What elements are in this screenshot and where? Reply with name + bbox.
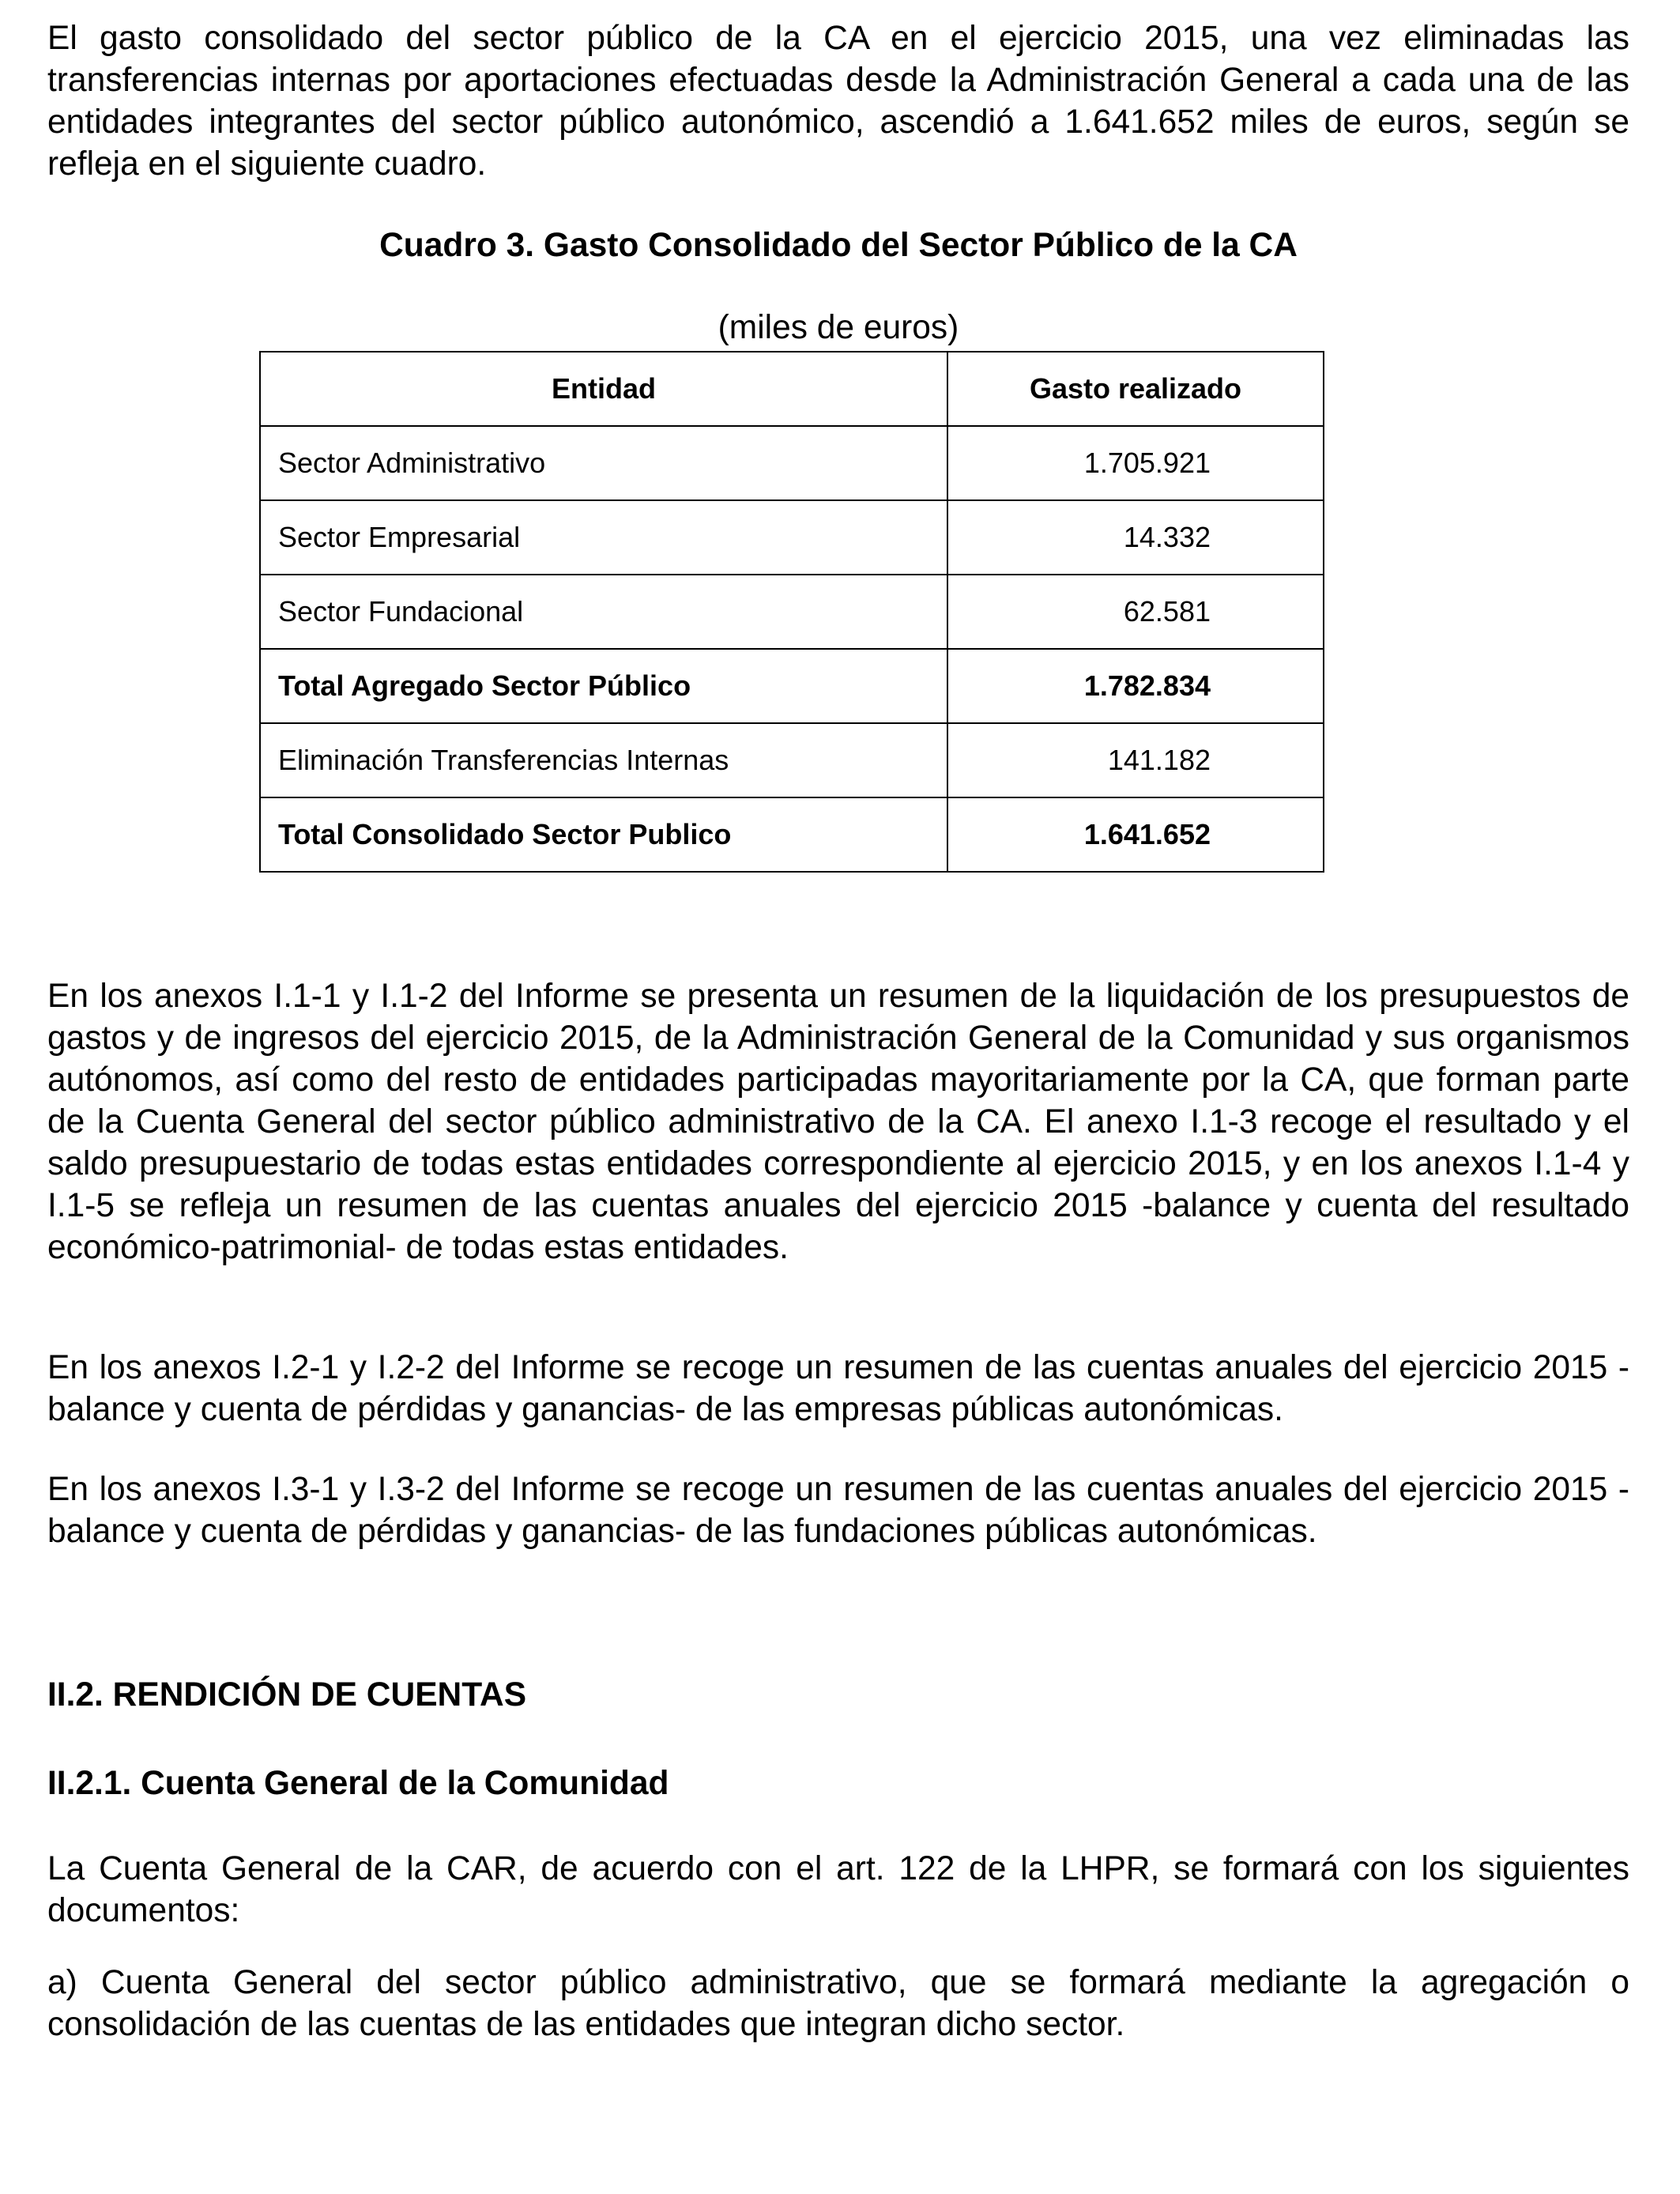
subsection-heading: II.2.1. Cuenta General de la Comunidad [47,1765,669,1802]
intro-paragraph: El gasto consolidado del sector público de la CA en el ejercicio 2015, una vez eliminadas las transferencias internas por aportaciones efectuadas desde la Administración General a cada una de las entidades integrantes del sector público autonómico, ascendió a 1.641.652 miles de euros, según se refleja en el siguiente cuadro. [47,20,1629,183]
row-entity: Sector Administrativo [260,426,947,500]
table-row [260,575,1324,649]
row-value: 14.332 [947,500,1324,575]
annexes-paragraph-3: En los anexos I.3-1 y I.3-2 del Informe se recoge un resumen de las cuentas anuales del ejercicio 2015 -balance y cuenta de pérdidas y ganancias- de las fundaciones públicas autonómicas. [47,1471,1629,1550]
row-entity: Total Consolidado Sector Publico [260,797,947,872]
column-header-value: Gasto realizado [947,352,1324,426]
table-row-total-consolidated [260,797,1324,872]
list-item-a: a) Cuenta General del sector público administrativo, que se formará mediante la agregación o consolidación de las cuentas de las entidades que integran dicho sector. [47,1964,1629,2043]
table-row [260,500,1324,575]
row-value: 1.705.921 [947,426,1324,500]
table-row [260,723,1324,797]
table-row-total-aggregate [260,649,1324,723]
expenditure-table [259,351,1324,873]
row-value: 1.641.652 [947,797,1324,872]
column-header-entity: Entidad [260,352,947,426]
annexes-paragraph-1: En los anexos I.1-1 y I.1-2 del Informe se presenta un resumen de la liquidación de los presupuestos de gastos y de ingresos del ejercicio 2015, de la Administración General de la Comunidad y sus organismos autónomos, así como del resto de entidades participadas mayoritariamente por la CA, que forman parte de la Cuenta General del sector público administrativo de la CA. El anexo I.1-3 recoge el resultado y el saldo presupuestario de todas estas entidades correspondiente al ejercicio 2015, y en los anexos I.1-4 y I.1-5 se refleja un resumen de las cuentas anuales del ejercicio 2015 -balance y cuenta del resultado económico-patrimonial- de todas estas entidades. [47,978,1629,1266]
row-value: 1.782.834 [947,649,1324,723]
table-caption: Cuadro 3. Gasto Consolidado del Sector Público de la CA [379,227,1298,264]
table-row [260,426,1324,500]
table-header-row [260,352,1324,426]
row-entity: Total Agregado Sector Público [260,649,947,723]
row-value: 141.182 [947,723,1324,797]
row-entity: Eliminación Transferencias Internas [260,723,947,797]
row-entity: Sector Empresarial [260,500,947,575]
table-unit: (miles de euros) [718,309,959,346]
annexes-paragraph-2: En los anexos I.2-1 y I.2-2 del Informe se recoge un resumen de las cuentas anuales del ejercicio 2015 -balance y cuenta de pérdidas y ganancias- de las empresas públicas autonómicas. [47,1349,1629,1428]
row-entity: Sector Fundacional [260,575,947,649]
section-heading: II.2. RENDICIÓN DE CUENTAS [47,1676,527,1713]
cuenta-general-paragraph: La Cuenta General de la CAR, de acuerdo con el art. 122 de la LHPR, se formará con los siguientes documentos: [47,1850,1629,1929]
row-value: 62.581 [947,575,1324,649]
